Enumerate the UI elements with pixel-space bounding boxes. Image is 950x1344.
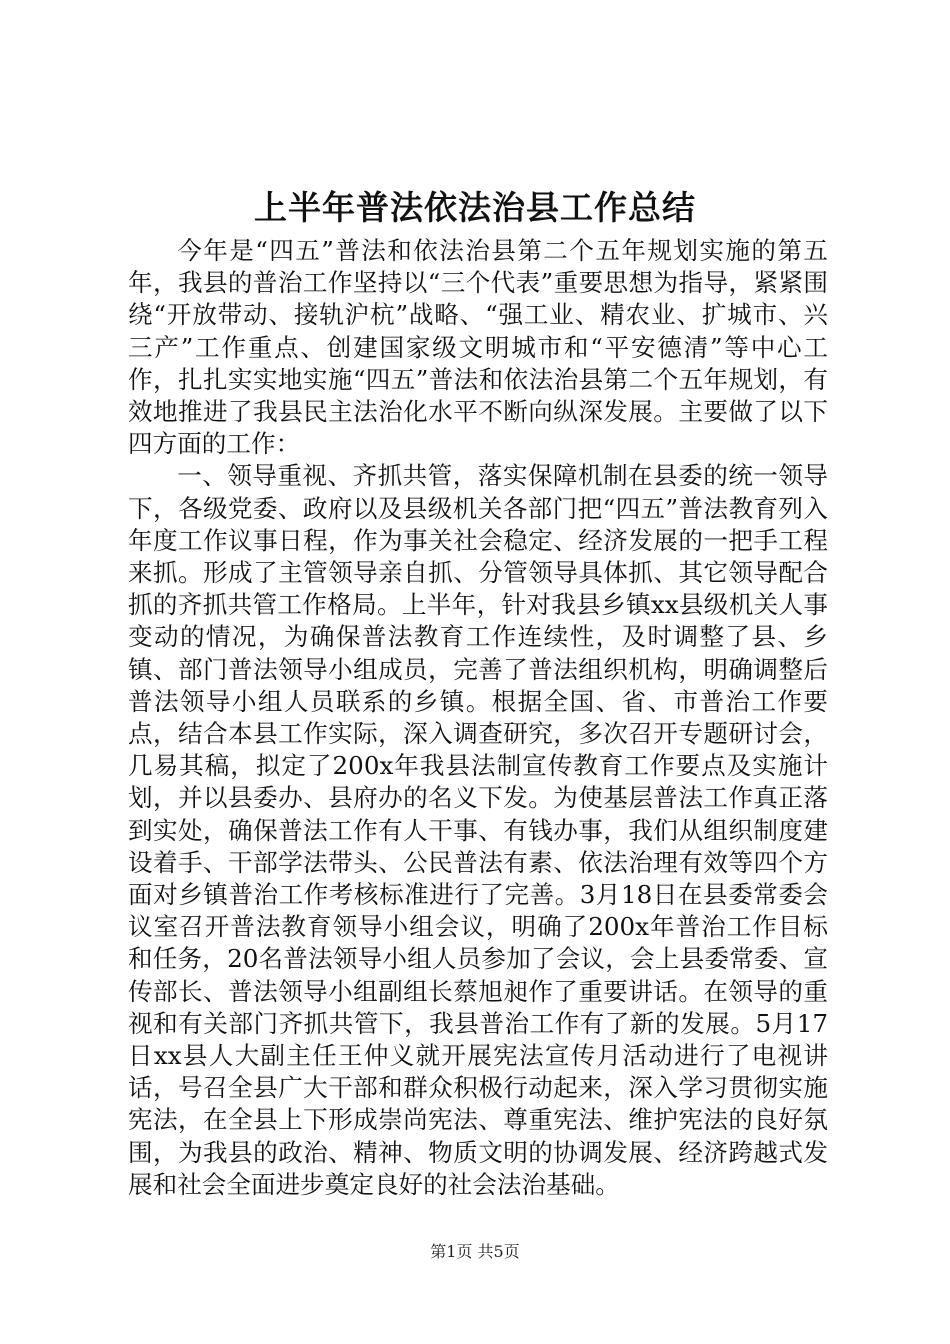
paragraph-intro: 今年是“四五”普法和依法治县第二个五年规划实施的第五年，我县的普治工作坚持以“三个代表”重要思想为指导，紧紧围绕“开放带动、接轨沪杭”战略、“强工业、精农业、扩城市、兴三产”工作重点、创建国家级文明城市和“平安德清”等中心工作，扎扎实实地实施“四五”普法和依法治县第二个五年规划，有效地推进了我县民主法治化水平不断向纵深发展。主要做了以下四方面的工作： xyxy=(128,236,828,459)
document-title: 上半年普法依法治县工作总结 xyxy=(254,188,696,227)
document-body xyxy=(128,235,828,1201)
page-number-footer: 第1页 共5页 xyxy=(430,1242,520,1261)
paragraph-section-1: 一、领导重视、齐抓共管，落实保障机制在县委的统一领导下，各级党委、政府以及县级机关各部门把“四五”普法教育列入年度工作议事日程，作为事关社会稳定、经济发展的一把手工程来抓。形成了主管领导亲自抓、分管领导具体抓、其它领导配合抓的齐抓共管工作格局。上半年，针对我县乡镇xx县级机关人事变动的情况，为确保普法教育工作连续性，及时调整了县、乡镇、部门普法领导小组成员，完善了普法组织机构，明确调整后普法领导小组人员联系的乡镇。根据全国、省、市普治工作要点，结合本县工作实际，深入调查研究，多次召开专题研讨会，几易其稿，拟定了200x年我县法制宣传教育工作要点及实施计划，并以县委办、县府办的名义下发。为使基层普法工作真正落到实处，确保普法工作有人干事、有钱办事，我们从组织制度建设着手、干部学法带头、公民普法有素、依法治理有效等四个方面对乡镇普治工作考核标准进行了完善。3月18日在县委常委会议室召开普法教育领导小组会议，明确了200x年普治工作目标和任务，20名普法领导小组人员参加了会议，会上县委常委、宣传部长、普法领导小组副组长蔡旭昶作了重要讲话。在领导的重视和有关部门齐抓共管下，我县普治工作有了新的发展。5月17日xx县人大副主任王仲义就开展宪法宣传月活动进行了电视讲话，号召全县广大干部和群众积极行动起来，深入学习贯彻实施宪法，在全县上下形成崇尚宪法、尊重宪法、维护宪法的良好氛围，为我县的政治、精神、物质文明的协调发展、经济跨越式发展和社会全面进步奠定良好的社会法治基础。 xyxy=(128,461,828,1199)
